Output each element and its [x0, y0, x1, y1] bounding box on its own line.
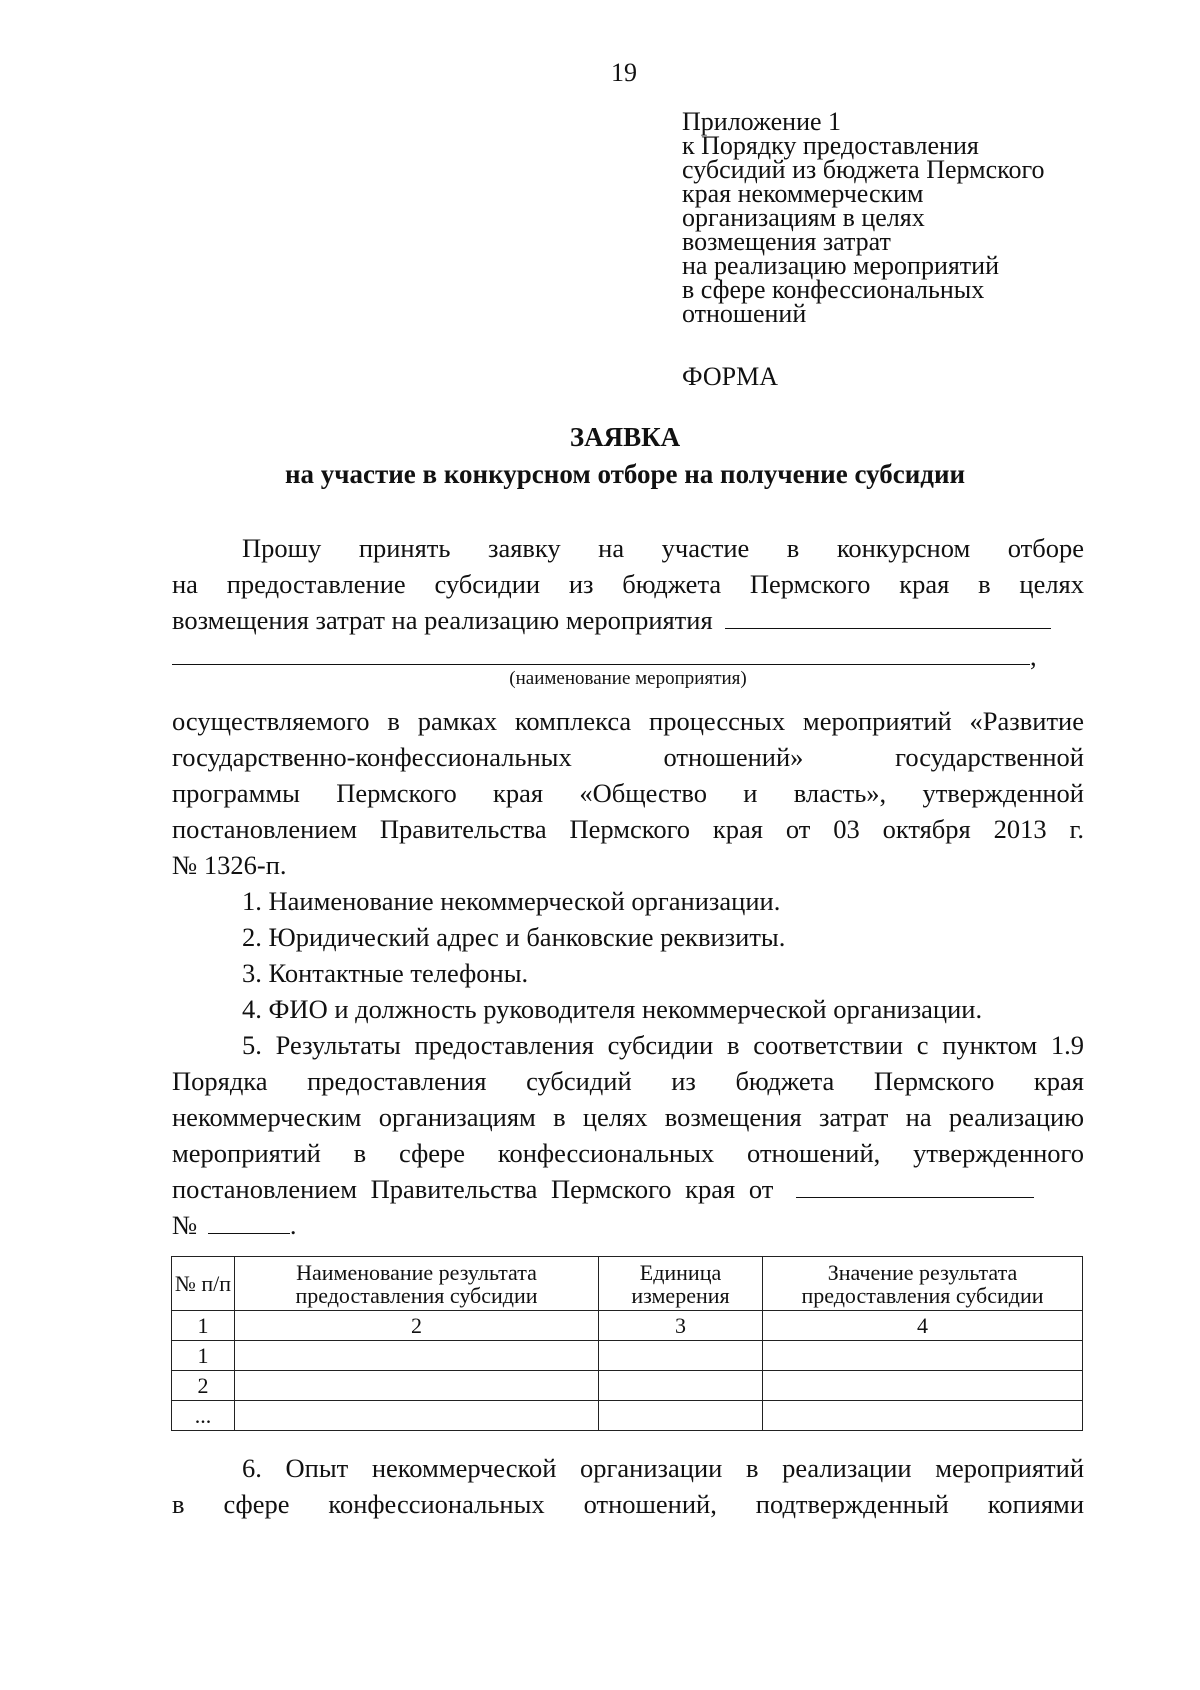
body-line: программы Пермского края «Общество и власть», утвержденной	[172, 778, 1084, 808]
list-item-line: Порядка предоставления субсидий из бюджета Пермского края	[172, 1066, 1084, 1096]
table-cell[interactable]	[235, 1401, 599, 1431]
table-cell: 2	[235, 1311, 599, 1341]
event-name-field-continued[interactable]	[172, 638, 1030, 665]
resolution-number-field[interactable]	[208, 1207, 290, 1234]
list-item: 6. Опыт некоммерческой организации в реализации мероприятий	[242, 1453, 1084, 1483]
body-line: осуществляемого в рамках комплекса процессных мероприятий «Развитие	[172, 706, 1084, 736]
period: .	[289, 1210, 297, 1240]
appendix-line: на реализацию мероприятий	[682, 251, 1000, 280]
intro-line-text: возмещения затрат на реализацию мероприятия	[172, 605, 713, 635]
item6-paragraph	[172, 1450, 1084, 1522]
field-caption: (наименование мероприятия)	[509, 668, 747, 689]
table-header: Единица измерения	[599, 1257, 763, 1311]
event-name-field[interactable]	[725, 602, 1051, 629]
table-row	[172, 1311, 1083, 1341]
table-row	[172, 1341, 1083, 1371]
table-cell[interactable]	[763, 1371, 1083, 1401]
body-paragraph	[172, 703, 1084, 1243]
appendix-line: Приложение 1	[682, 107, 842, 136]
page-number: 19	[611, 58, 637, 87]
table-cell: ...	[172, 1401, 235, 1431]
body-line: постановлением Правительства Пермского края от 03 октября 2013 г.	[172, 814, 1084, 844]
table-cell[interactable]	[235, 1341, 599, 1371]
appendix-line: организациям в целях	[682, 203, 925, 232]
table-cell[interactable]	[763, 1401, 1083, 1431]
list-item-line: мероприятий в сфере конфессиональных отношений, утвержденного	[172, 1138, 1084, 1168]
document-title: ЗАЯВКА	[569, 422, 681, 452]
table-header-row	[172, 1257, 1083, 1311]
table-header: Наименование результата предоставления субсидии	[235, 1257, 599, 1311]
body-line: № 1326-п.	[172, 850, 287, 880]
table-cell: 2	[172, 1371, 235, 1401]
table-cell[interactable]	[599, 1401, 763, 1431]
number-sign: №	[172, 1210, 198, 1240]
table-cell: 1	[172, 1341, 235, 1371]
table-cell: 1	[172, 1311, 235, 1341]
document-subtitle: на участие в конкурсном отборе на получение субсидии	[284, 459, 966, 489]
appendix-line: края некоммерческим	[682, 179, 924, 208]
results-table	[171, 1256, 1083, 1431]
appendix-line: субсидий из бюджета Пермского	[682, 155, 1045, 184]
table-cell[interactable]	[599, 1341, 763, 1371]
list-item: 2. Юридический адрес и банковские реквизиты.	[242, 922, 786, 952]
appendix-line: отношений	[682, 299, 807, 328]
table-cell: 4	[763, 1311, 1083, 1341]
appendix-line: возмещения затрат	[682, 227, 891, 256]
list-item-line	[172, 1207, 1084, 1243]
intro-line: на предоставление субсидии из бюджета Пермского края в целях	[172, 569, 1084, 599]
list-item-line-text: постановлением Правительства Пермского края от	[172, 1174, 774, 1204]
list-item: 4. ФИО и должность руководителя некоммерческой организации.	[242, 994, 983, 1024]
table-header: Значение результата предоставления субсидии	[763, 1257, 1083, 1311]
table-cell[interactable]	[235, 1371, 599, 1401]
list-item-line	[172, 1171, 1084, 1207]
appendix-line: к Порядку предоставления	[682, 131, 979, 160]
table-cell[interactable]	[763, 1341, 1083, 1371]
list-item: 1. Наименование некоммерческой организации.	[242, 886, 781, 916]
comma: ,	[1030, 641, 1037, 671]
table-cell[interactable]	[599, 1371, 763, 1401]
list-item: 5. Результаты предоставления субсидии в соответствии с пунктом 1.9	[242, 1030, 1084, 1060]
list-item-line: некоммерческим организациям в целях возмещения затрат на реализацию	[172, 1102, 1084, 1132]
table-cell: 3	[599, 1311, 763, 1341]
list-item: 3. Контактные телефоны.	[242, 958, 529, 988]
appendix-reference	[682, 107, 1102, 328]
table-header: № п/п	[172, 1257, 235, 1311]
appendix-line: в сфере конфессиональных	[682, 275, 985, 304]
form-label: ФОРМА	[682, 362, 778, 391]
intro-paragraph	[172, 530, 1084, 674]
resolution-date-field[interactable]	[796, 1171, 1034, 1198]
table-row	[172, 1401, 1083, 1431]
intro-line: Прошу принять заявку на участие в конкурсном отборе	[242, 533, 1084, 563]
body-line: государственно-конфессиональных отношений» государственной	[172, 742, 1084, 772]
list-item-line: в сфере конфессиональных отношений, подтвержденный копиями	[172, 1489, 1084, 1519]
table-row	[172, 1371, 1083, 1401]
intro-line	[172, 602, 1084, 638]
